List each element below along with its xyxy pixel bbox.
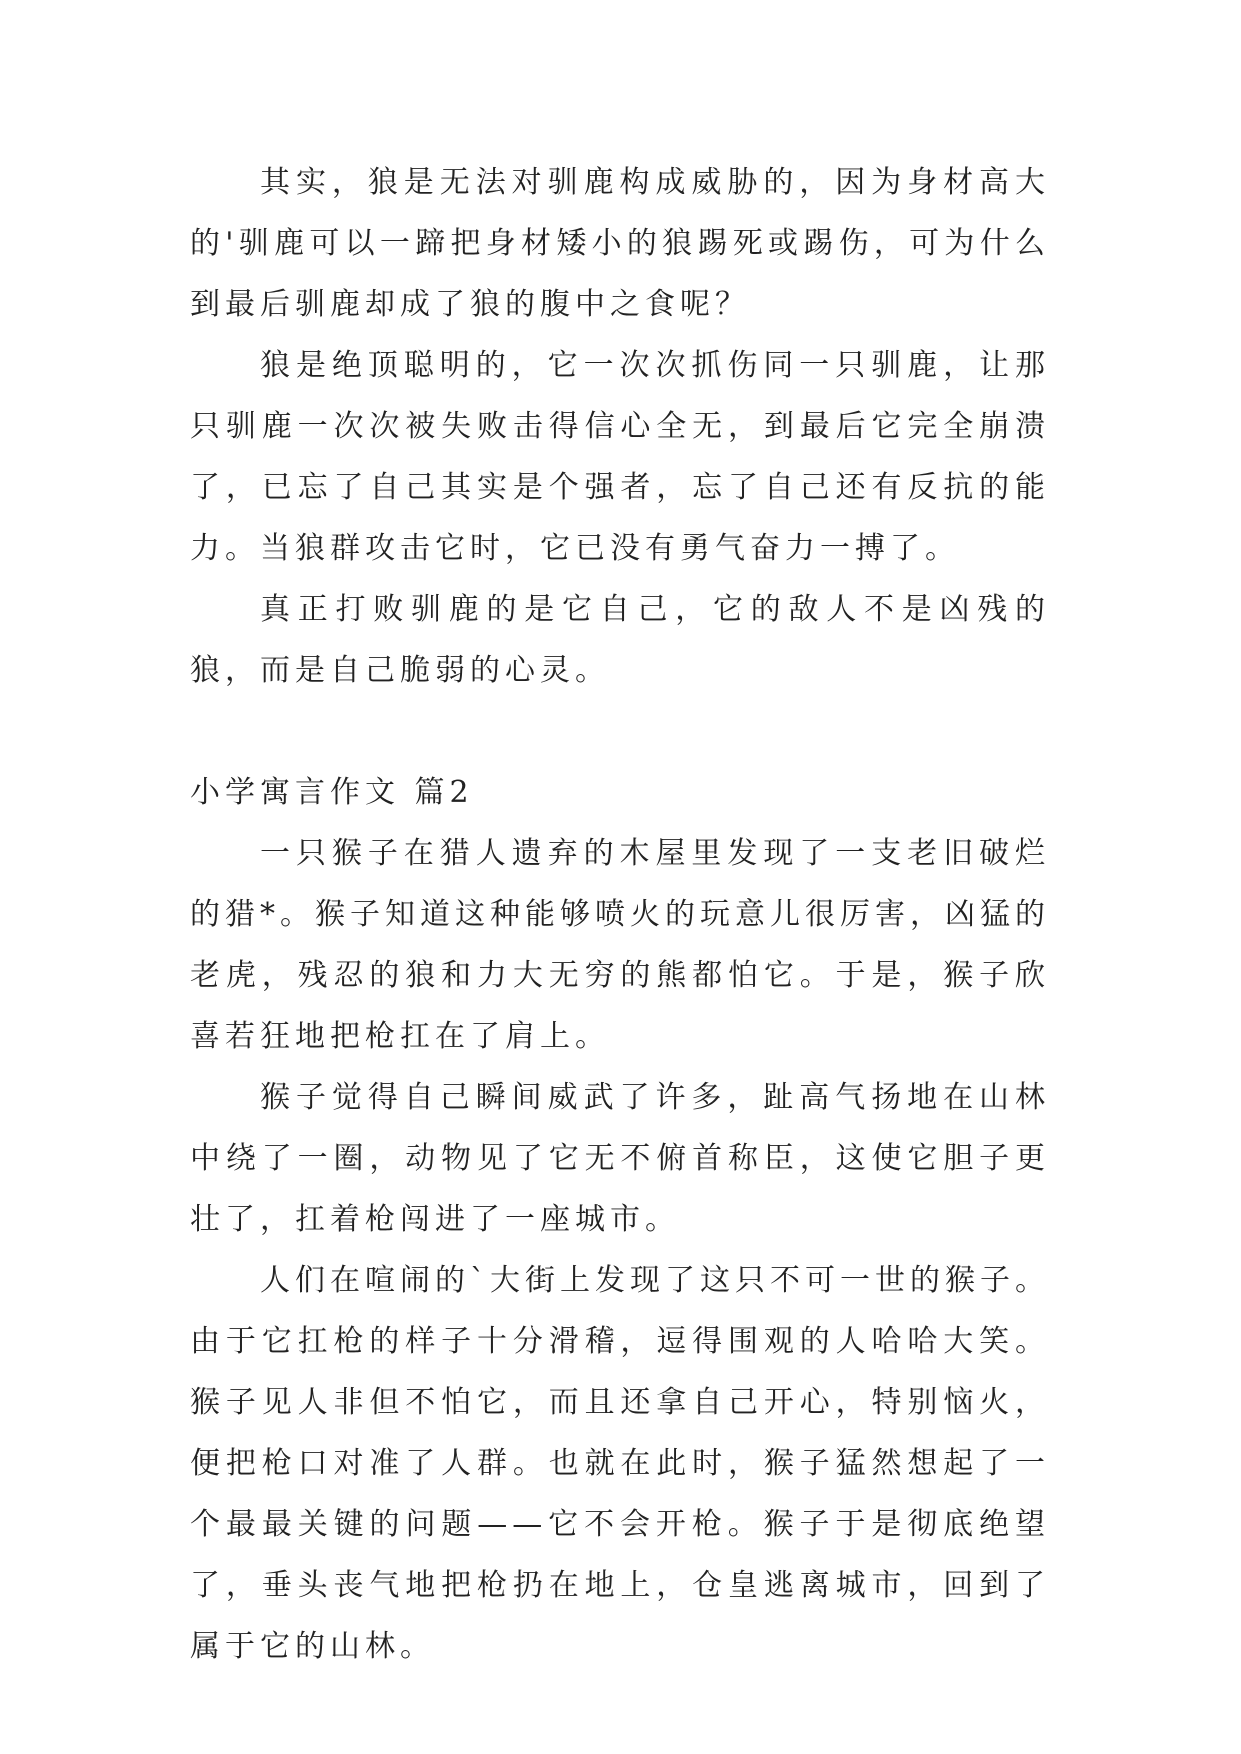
paragraph: 其实，狼是无法对驯鹿构成威胁的，因为身材高大的'驯鹿可以一蹄把身材矮小的狼踢死或踢伤，可为什么到最后驯鹿却成了狼的腹中之食呢？ xyxy=(190,165,1050,322)
paragraph: 人们在喧闹的`大街上发现了这只不可一世的猴子。由于它扛枪的样子十分滑稽，逗得围观的人哈哈大笑。猴子见人非但不怕它，而且还拿自己开心，特别恼火，便把枪口对准了人群。也就在此时，猴子猛然想起了一个最最关键的问题——它不会开枪。猴子于是彻底绝望了，垂头丧气地把枪扔在地上，仓皇逃离城市，回到了属于它的山林。 xyxy=(190,1263,1050,1664)
section-title: 小学寓言作文 篇2 xyxy=(190,775,474,810)
paragraph: 一只猴子在猎人遗弃的木屋里发现了一支老旧破烂的猎*。猴子知道这种能够喷火的玩意儿很厉害，凶猛的老虎，残忍的狼和力大无穷的熊都怕它。于是，猴子欣喜若狂地把枪扛在了肩上。 xyxy=(190,836,1050,1054)
paragraph: 狼是绝顶聪明的，它一次次抓伤同一只驯鹿，让那只驯鹿一次次被失败击得信心全无，到最后它完全崩溃了，已忘了自己其实是个强者，忘了自己还有反抗的能力。当狼群攻击它时，它已没有勇气奋力一搏了。 xyxy=(190,348,1050,566)
paragraph: 真正打败驯鹿的是它自己，它的敌人不是凶残的狼，而是自己脆弱的心灵。 xyxy=(190,592,1050,688)
paragraph: 猴子觉得自己瞬间威武了许多，趾高气扬地在山林中绕了一圈，动物见了它无不俯首称臣，这使它胆子更壮了，扛着枪闯进了一座城市。 xyxy=(190,1080,1050,1237)
document-body xyxy=(190,152,1050,1677)
